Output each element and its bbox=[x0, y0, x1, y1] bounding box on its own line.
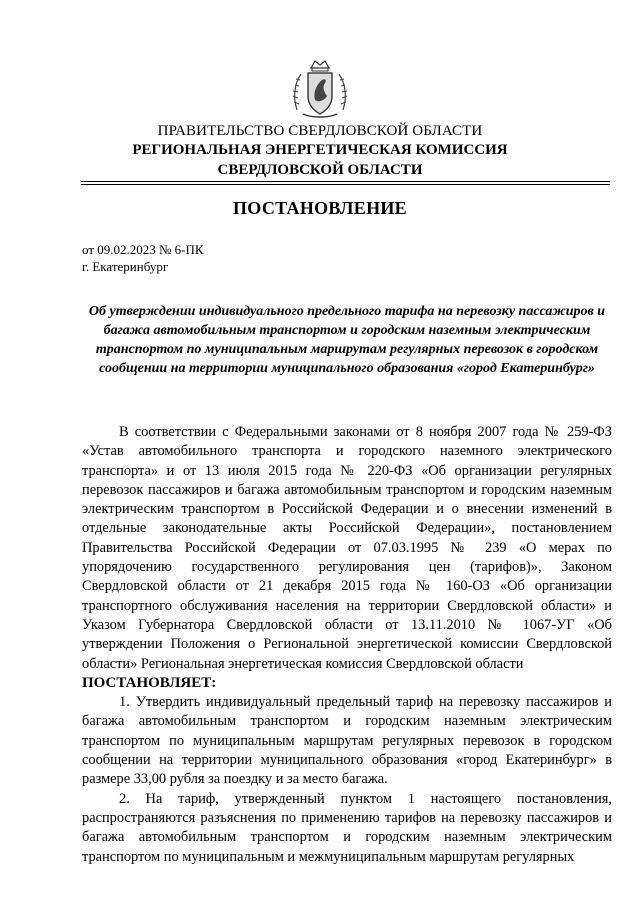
document-type: ПОСТАНОВЛЕНИЕ bbox=[233, 198, 407, 218]
header-rule bbox=[81, 181, 610, 182]
region-name: СВЕРДЛОВСКОЙ ОБЛАСТИ bbox=[217, 162, 423, 178]
commission-name: РЕГИОНАЛЬНАЯ ЭНЕРГЕТИЧЕСКАЯ КОМИССИЯ bbox=[132, 142, 508, 158]
government-name: ПРАВИТЕЛЬСТВО СВЕРДЛОВСКОЙ ОБЛАСТИ bbox=[157, 123, 483, 139]
document-date-number: от 09.02.2023 № 6-ПК bbox=[82, 242, 204, 257]
document-body bbox=[82, 423, 612, 867]
resolves-heading: ПОСТАНОВЛЯЕТ: bbox=[82, 674, 217, 691]
item-1-paragraph: 1. Утвердить индивидуальный предельный тариф на перевозку пассажиров и багажа автомобильным транспортом и городским наземным электрическим транспортом по муниципальным маршрутам регулярных перевозок в городском сообщении на территории муниципального образования «город Екатеринбург» в размере 33,00 рубля за поездку и за место багажа. bbox=[82, 694, 612, 788]
document-city: г. Екатеринбург bbox=[82, 259, 169, 274]
document-subject: Об утверждении индивидуального предельного тарифа на перевозку пассажиров и багажа автомобильным транспортом и городским наземным электрическим транспортом по муниципальным маршрутам регулярных перевозок в городском сообщении на территории муниципального образования «город Екатеринбург» bbox=[88, 304, 606, 376]
header-rule-thin bbox=[81, 184, 610, 185]
item-2-paragraph: 2. На тариф, утвержденный пунктом 1 настоящего постановления, распространяются разъяснения по применению тарифов на перевозку пассажиров и багажа автомобильным транспортом и городским наземным электрическим транспортом по муниципальным и межмуниципальным маршрутам регулярных bbox=[82, 790, 612, 865]
preamble-paragraph: В соответствии с Федеральными законами от 8 ноября 2007 года № 259-ФЗ «Устав автомобильного транспорта и городского наземного электрического транспорта» и от 13 июля 2015 года № 220-ФЗ «Об организации регулярных перевозок пассажиров и багажа автомобильным транспортом и городским наземным электрическим транспортом в Российской Федерации и о внесении изменений в отдельные законодательные акты Российской Федерации», постановлением Правительства Российской Федерации от 07.03.1995 № 239 «О мерах по упорядочению государственного регулирования цен (тарифов)», Законом Свердловской области от 21 декабря 2015 года № 160-ОЗ «Об организации транспортного обслуживания населения на территории Свердловской области» и Указом Губернатора Свердловской области от 13.11.2010 № 1067-УГ «Об утверждении Положения о Региональной энергетической комиссии Свердловской области» Региональная энергетическая комиссия Свердловской области bbox=[82, 424, 612, 672]
coat-of-arms-icon bbox=[291, 58, 349, 122]
